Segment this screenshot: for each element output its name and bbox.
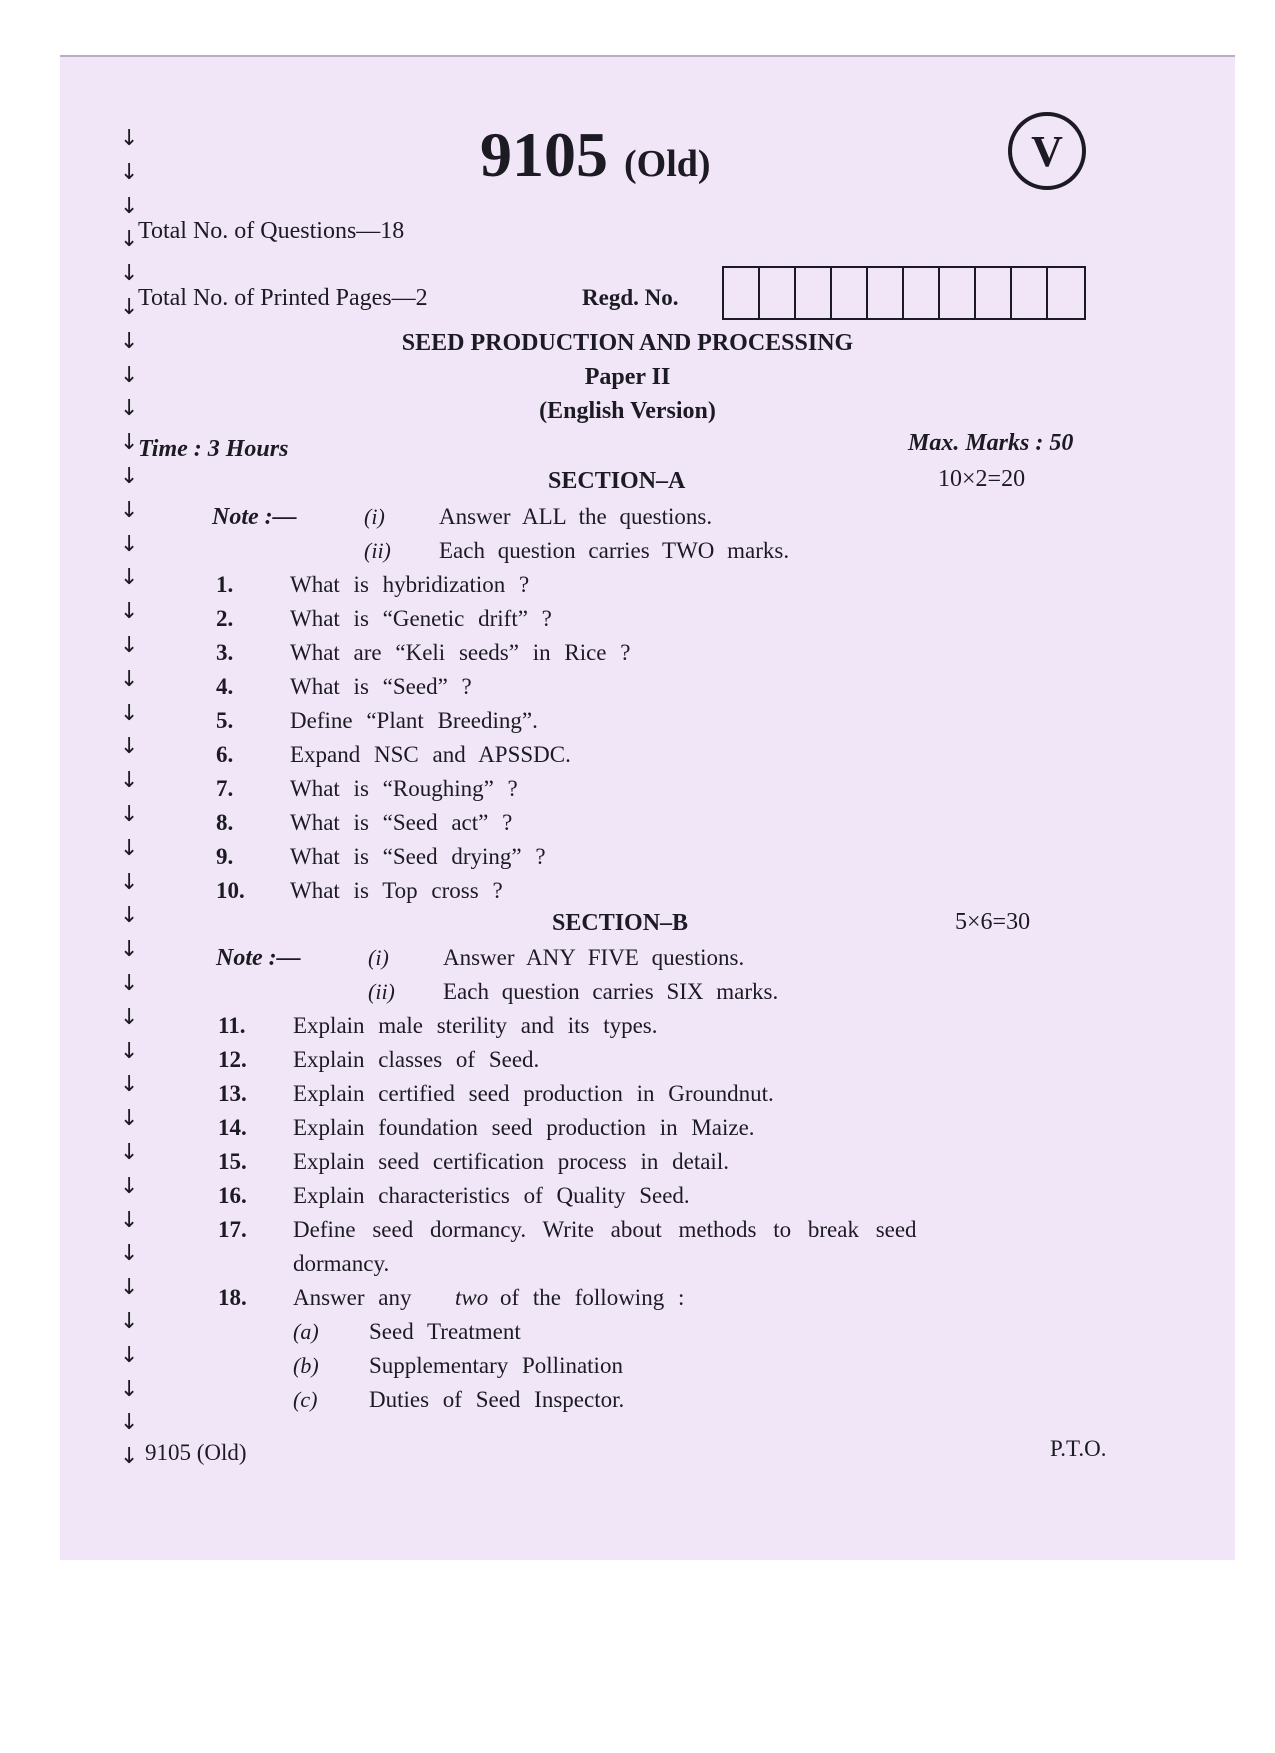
option-text: Duties of Seed Inspector. [369, 1387, 625, 1412]
margin-arrow-icon: ↓ [120, 971, 139, 996]
note-text: Each question carries TWO marks. [439, 538, 790, 563]
note-text: Answer ALL the questions. [439, 504, 713, 529]
regd-number-boxes[interactable] [722, 266, 1086, 320]
question-text: of the following : [500, 1285, 685, 1310]
regd-digit-box[interactable] [976, 268, 1012, 318]
margin-arrow-icon: ↓ [120, 1376, 139, 1402]
margin-arrow-icon: ↓ [120, 1004, 139, 1030]
margin-arrow-icon: ↓ [120, 159, 139, 185]
paper-code-number: 9105 [480, 119, 608, 190]
language-version: (English Version) [539, 398, 716, 424]
question-text: Explain certified seed production in Groundnut. [293, 1081, 774, 1106]
note-number: (ii) [368, 979, 395, 1004]
note-number: (i) [364, 504, 385, 529]
margin-arrow-icon: ↓ [120, 1207, 139, 1233]
margin-arrow-icon: ↓ [120, 599, 139, 625]
margin-arrow-icon: ↓ [120, 362, 139, 388]
version-letter: V [1031, 126, 1063, 176]
regd-label: Regd. No. [582, 285, 679, 310]
margin-arrow-icon: ↓ [120, 193, 139, 219]
question-number: 17. [218, 1217, 247, 1242]
margin-arrow-icon: ↓ [120, 531, 139, 557]
regd-digit-box[interactable] [940, 268, 976, 318]
paper-code-suffix: (Old) [624, 143, 711, 185]
margin-arrow-icon: ↓ [120, 1410, 139, 1436]
question-text: Explain characteristics of Quality Seed. [293, 1183, 690, 1208]
margin-arrow-icon: ↓ [120, 1275, 139, 1301]
question-text: Expand NSC and APSSDC. [290, 742, 571, 767]
margin-arrow-icon: ↓ [120, 497, 139, 523]
option-label: (a) [293, 1319, 319, 1344]
question-text: What are “Keli seeds” in Rice ? [290, 640, 631, 665]
regd-digit-box[interactable] [796, 268, 832, 318]
section-a-note-label: Note :— [212, 504, 297, 530]
margin-arrow-icon: ↓ [120, 734, 139, 760]
note-text: Each question carries SIX marks. [443, 979, 779, 1004]
exam-time: Time : 3 Hours [138, 436, 289, 462]
question-text: What is “Roughing” ? [290, 776, 518, 801]
margin-arrow-icon: ↓ [120, 633, 139, 658]
regd-digit-box[interactable] [1048, 268, 1084, 318]
question-text: What is “Genetic drift” ? [290, 606, 552, 631]
regd-digit-box[interactable] [1012, 268, 1048, 318]
margin-arrow-icon: ↓ [120, 396, 139, 422]
section-b-heading: SECTION–B [552, 910, 689, 936]
question-number: 15. [218, 1149, 247, 1174]
paper-number: Paper II [584, 364, 671, 390]
regd-digit-box[interactable] [832, 268, 868, 318]
question-number: 13. [218, 1081, 247, 1106]
note-number: (ii) [364, 538, 391, 563]
margin-arrow-icon: ↓ [120, 869, 139, 895]
question-text: Define seed dormancy. Write about methods to break seed [293, 1217, 917, 1242]
margin-arrow-icon: ↓ [120, 430, 139, 456]
margin-arrow-icon: ↓ [120, 261, 139, 287]
margin-arrow-icon: ↓ [120, 700, 139, 726]
max-marks: Max. Marks : 50 [908, 430, 1074, 456]
version-mark [1008, 112, 1086, 190]
question-number: 14. [218, 1115, 247, 1140]
margin-arrow-icon: ↓ [120, 464, 139, 489]
margin-arrow-icon: ↓ [120, 565, 139, 591]
note-number: (i) [368, 945, 389, 970]
option-label: (b) [293, 1353, 319, 1378]
margin-arrow-icon: ↓ [120, 1342, 139, 1368]
question-text: What is “Seed” ? [290, 674, 472, 699]
section-b-marks: 5×6=30 [955, 909, 1031, 935]
question-number: 6. [216, 742, 234, 767]
top-edge-line [60, 55, 1235, 57]
question-number: 12. [218, 1047, 247, 1072]
question-number: 9. [216, 844, 234, 869]
question-text: Explain seed certification process in detail. [293, 1149, 729, 1174]
margin-arrow-icon: ↓ [120, 1309, 139, 1334]
footer-code: 9105 (Old) [145, 1440, 247, 1465]
margin-arrow-icon: ↓ [120, 1106, 139, 1132]
question-number: 7. [216, 776, 234, 801]
question-text-continued: dormancy. [293, 1251, 390, 1276]
margin-arrow-icon: ↓ [120, 937, 139, 963]
total-pages: Total No. of Printed Pages—2 [138, 285, 428, 311]
question-text: What is “Seed act” ? [290, 810, 513, 835]
note-text: Answer ANY FIVE questions. [443, 945, 745, 970]
page-turn-note: P.T.O. [1050, 1436, 1107, 1461]
question-number: 18. [218, 1285, 247, 1310]
margin-arrow-icon: ↓ [120, 1038, 139, 1064]
margin-arrow-icon: ↓ [120, 903, 139, 929]
margin-arrow-icon: ↓ [120, 802, 139, 827]
question-text: Define “Plant Breeding”. [290, 708, 538, 733]
regd-digit-box[interactable] [760, 268, 796, 318]
margin-arrow-icon: ↓ [120, 835, 139, 861]
question-text: Explain classes of Seed. [293, 1047, 540, 1072]
question-number: 2. [216, 606, 234, 631]
regd-digit-box[interactable] [904, 268, 940, 318]
question-number: 8. [216, 810, 234, 835]
margin-arrow-icon: ↓ [120, 126, 139, 151]
section-a-marks: 10×2=20 [938, 466, 1026, 492]
margin-arrow-icon: ↓ [120, 666, 139, 692]
margin-arrow-icon: ↓ [120, 328, 139, 354]
question-text: What is “Seed drying” ? [290, 844, 546, 869]
section-b-note-label: Note :— [216, 945, 301, 971]
question-number: 4. [216, 674, 234, 699]
option-text: Seed Treatment [369, 1319, 521, 1344]
question-text: Answer any [293, 1285, 412, 1310]
question-emphasis: two [455, 1285, 489, 1310]
question-number: 10. [216, 878, 245, 903]
margin-arrow-icon: ↓ [120, 768, 139, 794]
margin-arrow-icon: ↓ [120, 1173, 139, 1199]
option-label: (c) [293, 1387, 318, 1412]
total-questions: Total No. of Questions—18 [138, 218, 405, 244]
question-number: 3. [216, 640, 234, 665]
paper-code [480, 118, 711, 192]
margin-arrow-icon: ↓ [120, 1241, 139, 1267]
margin-arrow-icon: ↓ [120, 1140, 139, 1165]
regd-digit-box[interactable] [868, 268, 904, 318]
question-text: What is Top cross ? [290, 878, 503, 903]
question-text: Explain foundation seed production in Maize. [293, 1115, 755, 1140]
margin-arrow-icon: ↓ [120, 1444, 139, 1470]
question-text: Explain male sterility and its types. [293, 1013, 658, 1038]
option-text: Supplementary Pollination [369, 1353, 623, 1378]
question-text: What is hybridization ? [290, 572, 530, 597]
question-number: 1. [216, 572, 234, 597]
margin-arrow-icon: ↓ [120, 227, 139, 253]
question-number: 5. [216, 708, 234, 733]
question-number: 11. [218, 1013, 246, 1038]
margin-arrow-icon: ↓ [120, 295, 139, 320]
question-number: 16. [218, 1183, 247, 1208]
section-a-heading: SECTION–A [548, 468, 686, 494]
subject-title: SEED PRODUCTION AND PROCESSING [401, 330, 854, 356]
margin-arrow-icon: ↓ [120, 1072, 139, 1098]
regd-digit-box[interactable] [724, 268, 760, 318]
